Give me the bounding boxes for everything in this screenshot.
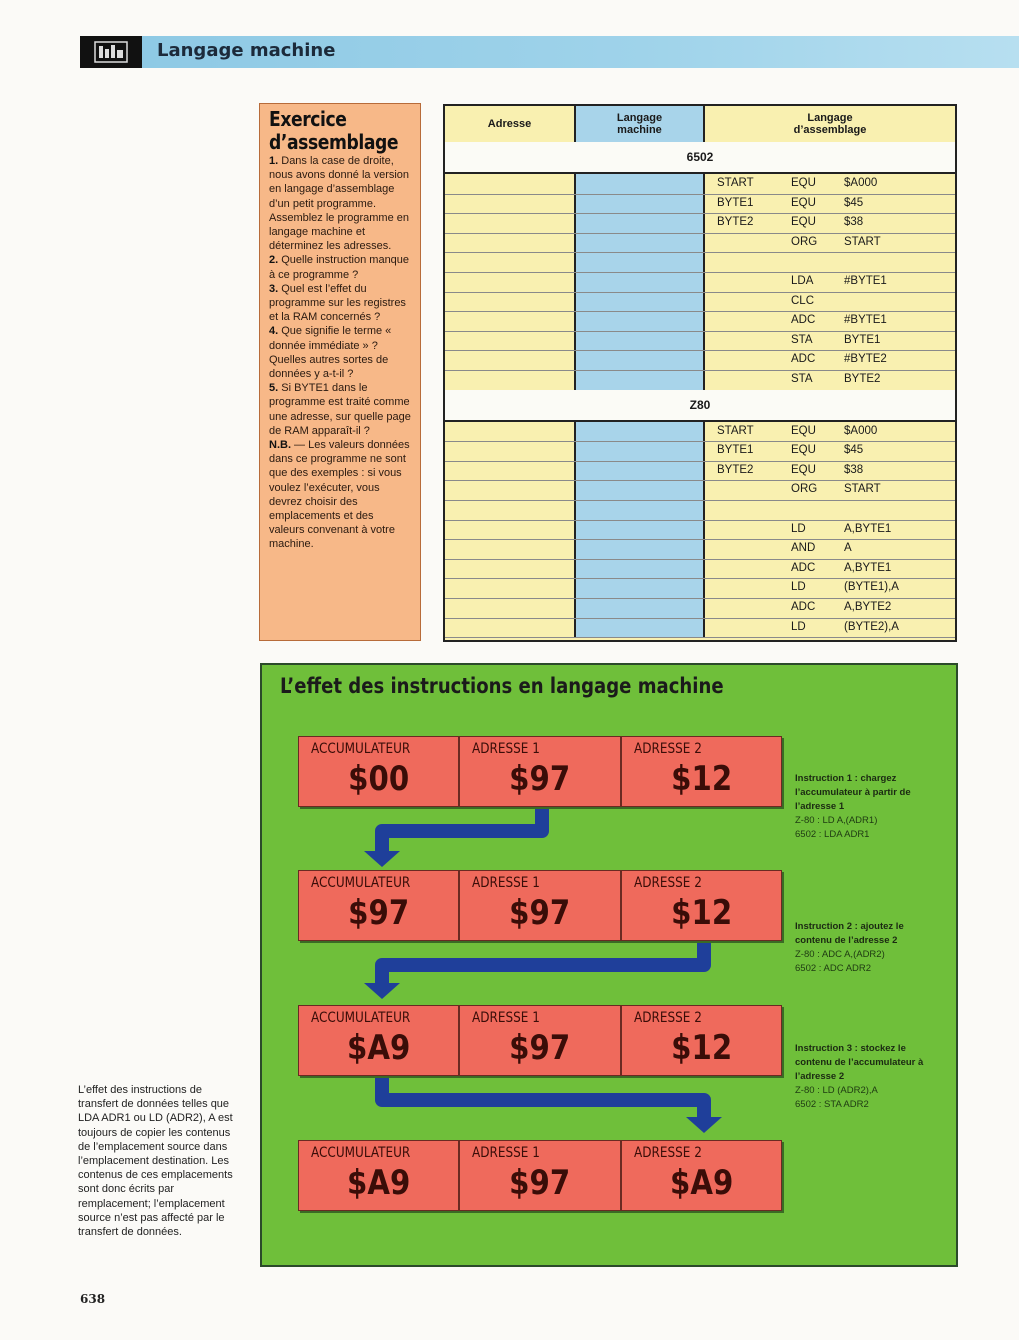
table-row — [445, 233, 955, 254]
z80-code: Z-80 : ADC A,(ADR2) — [795, 949, 885, 960]
table-row — [445, 539, 955, 560]
opcode-cell: EQU — [791, 463, 816, 476]
register-value: $12 — [670, 1028, 732, 1068]
table-row — [445, 331, 955, 352]
exercise-title: Exercice d’assemblage — [269, 107, 399, 154]
table-header — [445, 106, 955, 144]
table-row — [445, 441, 955, 462]
opcode-cell: ADC — [791, 314, 816, 327]
table-row — [445, 461, 955, 482]
label-cell: BYTE2 — [717, 463, 754, 476]
address1-register — [459, 1140, 620, 1211]
operand-cell: BYTE2 — [844, 373, 881, 385]
table-row — [445, 500, 955, 521]
exercise-item — [269, 381, 412, 438]
instruction-note-title: Instruction 1 : chargez l’accumulateur à partir de l’adresse 1 — [795, 773, 911, 812]
table-row — [445, 292, 955, 313]
z80-code: Z-80 : LD A,(ADR1) — [795, 815, 878, 826]
arrow-3 — [382, 1075, 704, 1119]
operand-cell: #BYTE2 — [844, 353, 887, 366]
arrow-head-2 — [364, 983, 400, 999]
section-header-6502: 6502 — [445, 142, 955, 174]
opcode-cell: ADC — [791, 561, 816, 574]
exercise-item-number: N.B. — [269, 439, 291, 452]
register-state-row — [298, 870, 782, 941]
operand-cell: A,BYTE2 — [844, 601, 892, 613]
register-label: ADRESSE 1 — [472, 1010, 541, 1026]
register-label: ACCUMULATEUR — [311, 741, 411, 757]
operand-cell: A — [844, 542, 852, 555]
exercise-item-text: — Les valeurs données dans ce programme ne sont que des exemples : si vous voulez l’exécuter, vous devrez choisir des emplacements et des valeurs convenant à votre machine. — [269, 439, 410, 551]
register-label: ADRESSE 2 — [633, 1010, 702, 1026]
table-row — [445, 174, 955, 195]
register-label: ADRESSE 1 — [472, 875, 541, 891]
opcode-cell: EQU — [791, 196, 816, 209]
opcode-cell: LDA — [791, 275, 814, 287]
register-value: $A9 — [669, 1163, 733, 1203]
exercise-item-text: Quel est l’effet du programme sur les registres et la RAM concernés ? — [269, 282, 406, 324]
accumulator-register — [298, 1005, 459, 1076]
opcode-cell: ADC — [791, 353, 816, 366]
address1-register — [459, 1005, 620, 1076]
table-row — [445, 520, 955, 541]
assembly-table — [443, 104, 957, 642]
opcode-cell: ADC — [791, 601, 816, 613]
opcode-cell: LD — [791, 581, 806, 594]
table-row — [445, 618, 955, 639]
figure-title: L’effet des instructions en langage machine — [280, 674, 724, 698]
instruction-note-title: Instruction 3 : stockez le contenu de l’accumulateur à l’adresse 2 — [795, 1043, 924, 1082]
operand-cell: $A000 — [844, 424, 878, 437]
register-label: ACCUMULATEUR — [311, 875, 411, 891]
operand-cell: (BYTE1),A — [844, 581, 899, 594]
exercise-item-text: Que signifie le terme « donnée immédiate » ? Quelles autres sortes de données y a-t-il ? — [269, 325, 392, 381]
opcode-cell: EQU — [791, 424, 816, 437]
exercise-item-number: 5. — [269, 382, 279, 395]
table-row — [445, 370, 955, 391]
section-header-z80: Z80 — [445, 390, 955, 422]
register-label: ADRESSE 2 — [633, 875, 702, 891]
computer-logo-icon — [80, 36, 142, 68]
address2-register — [621, 870, 782, 941]
m6502-code: 6502 : ADC ADR2 — [795, 963, 872, 974]
exercise-item-number: 1. — [269, 155, 279, 167]
operand-cell: BYTE1 — [844, 333, 881, 346]
label-cell: START — [717, 177, 754, 189]
address1-register — [459, 736, 620, 807]
instruction-note-title: Instruction 2 : ajoutez le contenu de l’adresse 2 — [795, 921, 904, 946]
exercise-item-number: 3. — [269, 282, 279, 295]
header-adresse: Adresse — [487, 118, 532, 130]
operand-cell: $38 — [844, 216, 864, 229]
accumulator-register — [298, 736, 459, 807]
register-state-row — [298, 1005, 782, 1076]
exercise-item — [269, 282, 412, 325]
table-row — [445, 350, 955, 371]
register-label: ADRESSE 2 — [633, 1145, 702, 1161]
opcode-cell: EQU — [791, 177, 816, 189]
label-cell: BYTE1 — [717, 196, 754, 209]
opcode-cell: LD — [791, 522, 806, 535]
register-value: $12 — [670, 893, 732, 933]
table-row — [445, 422, 955, 443]
arrow-1 — [382, 805, 542, 853]
table-row — [445, 598, 955, 619]
opcode-cell: LD — [791, 620, 806, 633]
exercise-item-number: 2. — [269, 254, 279, 267]
register-value: $97 — [509, 893, 571, 933]
register-label: ADRESSE 1 — [472, 1145, 541, 1161]
exercise-item — [269, 154, 412, 253]
instruction-note — [795, 920, 935, 976]
exercise-item — [269, 324, 412, 381]
opcode-cell: EQU — [791, 216, 816, 229]
exercise-item-number: 4. — [269, 325, 279, 338]
exercise-item-text: Si BYTE1 dans le programme est traité comme une adresse, sur quelle page de RAM apparaît-il ? — [269, 382, 411, 437]
register-value: $12 — [670, 759, 732, 799]
header-title: Langage machine — [157, 40, 336, 61]
opcode-cell: ORG — [791, 483, 818, 496]
address2-register — [621, 1140, 782, 1211]
register-value: $97 — [509, 1028, 571, 1068]
register-value: $97 — [509, 1163, 571, 1203]
table-row — [445, 480, 955, 501]
address2-register — [621, 1005, 782, 1076]
arrow-head-1 — [364, 851, 400, 867]
address1-register — [459, 870, 620, 941]
register-value: $A9 — [346, 1163, 411, 1203]
table-row — [445, 311, 955, 332]
exercise-item-text: Dans la case de droite, nous avons donné la version en langage d’assemblage d’un petit programme. Assemblez le programme en langage machine et déterminez les adresses. — [269, 155, 410, 253]
exercise-body — [269, 154, 412, 552]
table-row — [445, 213, 955, 234]
arrow-head-3 — [686, 1117, 722, 1133]
header-langage-machine: Langage machine — [574, 106, 705, 142]
operand-cell: $45 — [844, 444, 864, 457]
operand-cell: (BYTE2),A — [844, 620, 899, 633]
exercise-box — [259, 103, 421, 641]
arrow-2 — [382, 941, 704, 985]
register-state-row — [298, 1140, 782, 1211]
z80-code: Z-80 : LD (ADR2),A — [795, 1085, 878, 1096]
label-cell: BYTE1 — [717, 444, 754, 457]
opcode-cell: CLC — [791, 294, 815, 307]
register-value: $00 — [348, 759, 410, 799]
instruction-note — [795, 772, 935, 842]
label-cell: START — [717, 424, 754, 437]
opcode-cell: ORG — [791, 235, 818, 248]
exercise-item — [269, 438, 412, 552]
operand-cell: #BYTE1 — [844, 275, 887, 287]
operand-cell: A,BYTE1 — [844, 561, 892, 574]
table-row — [445, 559, 955, 580]
header-langage-assemblage: Langage d’assemblage — [793, 112, 867, 136]
operand-cell: $45 — [844, 196, 864, 209]
opcode-cell: STA — [791, 333, 813, 346]
accumulator-register — [298, 870, 459, 941]
m6502-code: 6502 : LDA ADR1 — [795, 829, 870, 840]
operand-cell: START — [844, 235, 881, 248]
exercise-item-text: Quelle instruction manque à ce programme ? — [269, 254, 410, 281]
figure-caption: L’effet des instructions de transfert de données telles que LDA ADR1 ou LD (ADR2), A est toujours de copier les contenus de l’emplacement source dans l’emplacement destination. Les contenus de ces emplacements sont donc écrits par remplacement; l’emplacement source n’est pas affecté par le transfert de données. — [78, 1084, 233, 1239]
table-row — [445, 272, 955, 293]
register-value: $A9 — [346, 1028, 411, 1068]
operand-cell: A,BYTE1 — [844, 522, 892, 535]
register-label: ADRESSE 1 — [472, 741, 541, 757]
exercise-item — [269, 253, 412, 281]
register-label: ACCUMULATEUR — [311, 1010, 411, 1026]
address2-register — [621, 736, 782, 807]
operand-cell: $A000 — [844, 177, 878, 189]
opcode-cell: EQU — [791, 444, 816, 457]
accumulator-register — [298, 1140, 459, 1211]
opcode-cell: STA — [791, 373, 813, 385]
register-value: $97 — [348, 893, 410, 933]
operand-cell: $38 — [844, 463, 864, 476]
register-state-row — [298, 736, 782, 807]
m6502-code: 6502 : STA ADR2 — [795, 1099, 869, 1110]
operand-cell: START — [844, 483, 881, 496]
table-row — [445, 194, 955, 215]
register-label: ADRESSE 2 — [633, 741, 702, 757]
label-cell: BYTE2 — [717, 216, 754, 229]
register-value: $97 — [509, 759, 571, 799]
page-number: 638 — [80, 1292, 106, 1306]
opcode-cell: AND — [791, 542, 816, 555]
table-row — [445, 252, 955, 273]
register-label: ACCUMULATEUR — [311, 1145, 411, 1161]
operand-cell: #BYTE1 — [844, 314, 887, 327]
table-row — [445, 578, 955, 599]
instruction-note — [795, 1042, 935, 1112]
